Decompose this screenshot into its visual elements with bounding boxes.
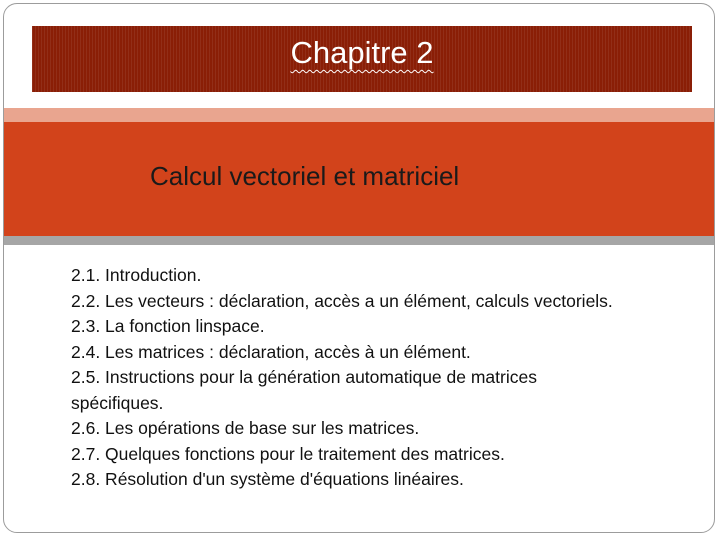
slide-subtitle: Calcul vectoriel et matriciel: [150, 161, 460, 191]
toc-item: 2.7. Quelques fonctions pour le traitement des matrices.: [71, 443, 505, 464]
toc-item: 2.3. La fonction linspace.: [71, 316, 265, 336]
toc-item: 2.6. Les opérations de base sur les matrices.: [71, 418, 420, 438]
accent-stripe-top: [4, 108, 715, 122]
slide: [3, 3, 715, 533]
toc-item: 2.8. Résolution d'un système d'équations linéaires.: [71, 469, 464, 489]
toc-item: 2.5. Instructions pour la génération automatique de matrices spécifiques.: [71, 367, 537, 413]
toc-item: 2.1. Introduction.: [71, 265, 202, 285]
chapter-header-band: [32, 26, 692, 92]
chapter-title: [32, 35, 692, 71]
accent-stripe-bottom: [4, 236, 715, 245]
toc-item: 2.2. Les vecteurs : déclaration, accès a un élément, calculs vectoriels.: [71, 290, 613, 311]
table-of-contents: [71, 263, 701, 493]
toc-item: 2.4. Les matrices : déclaration, accès à un élément.: [71, 341, 471, 362]
chapter-title-text: Chapitre 2: [290, 35, 434, 70]
